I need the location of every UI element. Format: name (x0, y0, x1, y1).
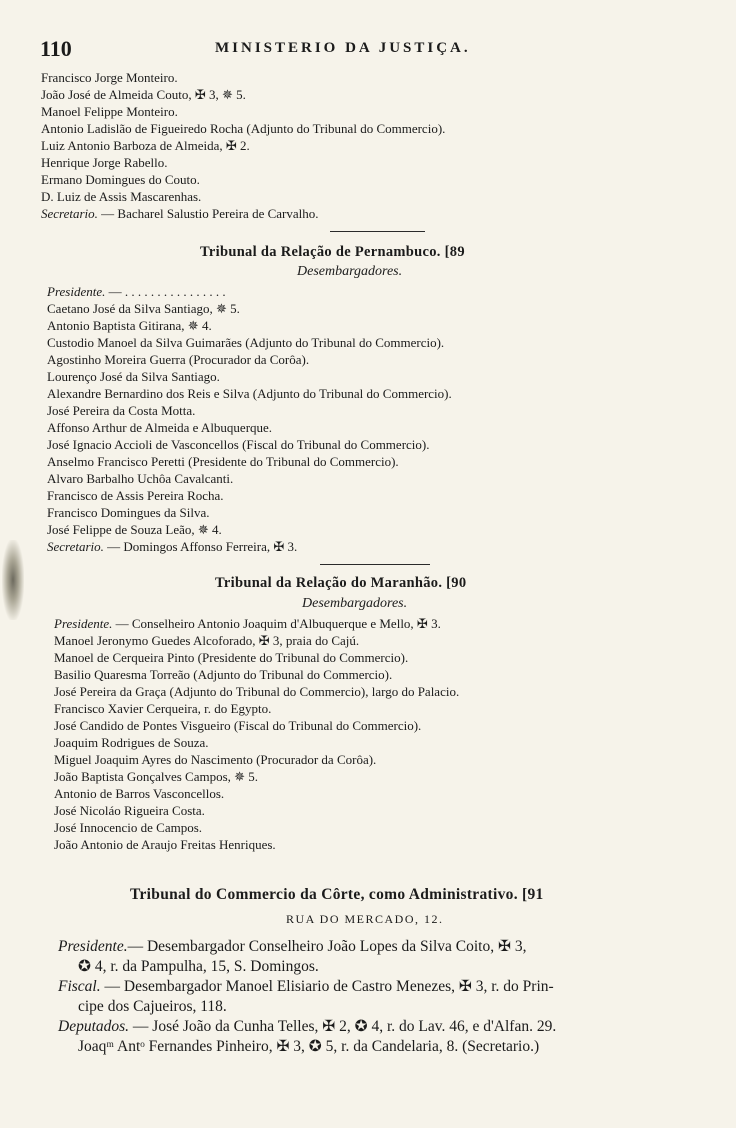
secretary-text: — Domingos Affonso Ferreira, ✠ 3. (103, 539, 298, 554)
list-item: Francisco Xavier Cerqueira, r. do Egypto. (54, 701, 272, 716)
commercio-line: Joaqᵐ Antᵒ Fernandes Pinheiro, ✠ 3, ✪ 5, r. da Candelaria, 8. (Secretario.) (78, 1038, 540, 1055)
president-line (47, 284, 226, 299)
section-subheading: Desembargadores. (302, 596, 408, 611)
secretary-label: Secretario. (47, 539, 104, 554)
list-item: Ermano Domingues do Couto. (41, 172, 200, 187)
secretary-line (47, 539, 297, 554)
entry-text: — José João da Cunha Telles, ✠ 2, ✪ 4, r. do Lav. 46, e d'Alfan. 29. (129, 1018, 557, 1035)
list-item: José Nicoláo Rigueira Costa. (54, 803, 205, 818)
list-item: Antonio Baptista Gitirana, ✵ 4. (47, 318, 212, 333)
president-text: — . . . . . . . . . . . . . . . . (105, 284, 226, 299)
entry-text: — Desembargador Manoel Elisiario de Castro Menezes, ✠ 3, r. do Prin- (100, 978, 554, 995)
list-item: Antonio de Barros Vasconcellos. (54, 786, 225, 801)
page-number: 110 (40, 36, 72, 61)
president-label: Presidente. (47, 284, 106, 299)
entry-text: — Desembargador Conselheiro João Lopes da Silva Coito, ✠ 3, (127, 938, 527, 955)
list-item: Anselmo Francisco Peretti (Presidente do Tribunal do Commercio). (47, 454, 399, 469)
list-item: Henrique Jorge Rabello. (41, 155, 168, 170)
commercio-line (58, 978, 554, 996)
running-title: MINISTERIO DA JUSTIÇA. (215, 40, 471, 56)
list-item: Alexandre Bernardino dos Reis e Silva (Adjunto do Tribunal do Commercio). (47, 386, 452, 401)
list-item: João Baptista Gonçalves Campos, ✵ 5. (54, 769, 259, 784)
page-stain (2, 540, 24, 620)
section-heading: Tribunal do Commercio da Côrte, como Administrativo. [91 (130, 886, 544, 903)
list-item: Custodio Manoel da Silva Guimarães (Adjunto do Tribunal do Commercio). (47, 335, 445, 350)
list-item: Luiz Antonio Barboza de Almeida, ✠ 2. (41, 138, 250, 153)
running-head (40, 36, 690, 60)
list-item: João Antonio de Araujo Freitas Henriques. (54, 837, 276, 852)
section-rule (320, 564, 430, 565)
entry-label: Fiscal. (58, 978, 101, 995)
section-subheading: Desembargadores. (297, 264, 403, 279)
list-item: Basilio Quaresma Torreão (Adjunto do Tribunal do Commercio). (54, 667, 393, 682)
list-item: Antonio Ladislão de Figueiredo Rocha (Adjunto do Tribunal do Commercio). (41, 121, 446, 136)
list-item: Alvaro Barbalho Uchôa Cavalcanti. (47, 471, 234, 486)
president-line (54, 616, 441, 631)
list-item: José Ignacio Accioli de Vasconcellos (Fiscal do Tribunal do Commercio). (47, 437, 430, 452)
list-item: João José de Almeida Couto, ✠ 3, ✵ 5. (41, 87, 246, 102)
entry-label: Deputados. (58, 1018, 130, 1035)
list-item: Francisco de Assis Pereira Rocha. (47, 488, 224, 503)
president-label: Presidente. (54, 616, 113, 631)
secretary-line (41, 206, 319, 221)
list-item: Francisco Domingues da Silva. (47, 505, 210, 520)
list-item: Affonso Arthur de Almeida e Albuquerque. (47, 420, 273, 435)
commercio-line (58, 1018, 556, 1036)
list-item: Manoel Felippe Monteiro. (41, 104, 178, 119)
section-rule (330, 231, 425, 232)
commercio-line: ✪ 4, r. da Pampulha, 15, S. Domingos. (78, 958, 319, 975)
list-item: Francisco Jorge Monteiro. (41, 70, 178, 85)
entry-label: Presidente. (58, 938, 128, 955)
section-heading: Tribunal da Relação de Pernambuco. [89 (200, 244, 465, 260)
list-item: José Pereira da Costa Motta. (47, 403, 196, 418)
list-item: José Innocencio de Campos. (54, 820, 203, 835)
list-item: Lourenço José da Silva Santiago. (47, 369, 220, 384)
list-item: Miguel Joaquim Ayres do Nascimento (Procurador da Corôa). (54, 752, 377, 767)
list-item: Manoel Jeronymo Guedes Alcoforado, ✠ 3, praia do Cajú. (54, 633, 360, 648)
list-item: José Candido de Pontes Visgueiro (Fiscal do Tribunal do Commercio). (54, 718, 422, 733)
section-address: RUA DO MERCADO, 12. (286, 912, 444, 926)
list-item: José Pereira da Graça (Adjunto do Tribunal do Commercio), largo do Palacio. (54, 684, 460, 699)
list-item: José Felippe de Souza Leão, ✵ 4. (47, 522, 222, 537)
commercio-line (58, 938, 526, 956)
section-heading: Tribunal da Relação do Maranhão. [90 (215, 575, 467, 591)
list-item: Caetano José da Silva Santiago, ✵ 5. (47, 301, 240, 316)
list-item: Manoel de Cerqueira Pinto (Presidente do Tribunal do Commercio). (54, 650, 409, 665)
commercio-line: cipe dos Cajueiros, 118. (78, 998, 227, 1015)
list-item: Agostinho Moreira Guerra (Procurador da Corôa). (47, 352, 310, 367)
secretary-text: — Bacharel Salustio Pereira de Carvalho. (97, 206, 319, 221)
list-item: Joaquim Rodrigues de Souza. (54, 735, 209, 750)
president-text: — Conselheiro Antonio Joaquim d'Albuquerque e Mello, ✠ 3. (112, 616, 441, 631)
secretary-label: Secretario. (41, 206, 98, 221)
list-item: D. Luiz de Assis Mascarenhas. (41, 189, 202, 204)
